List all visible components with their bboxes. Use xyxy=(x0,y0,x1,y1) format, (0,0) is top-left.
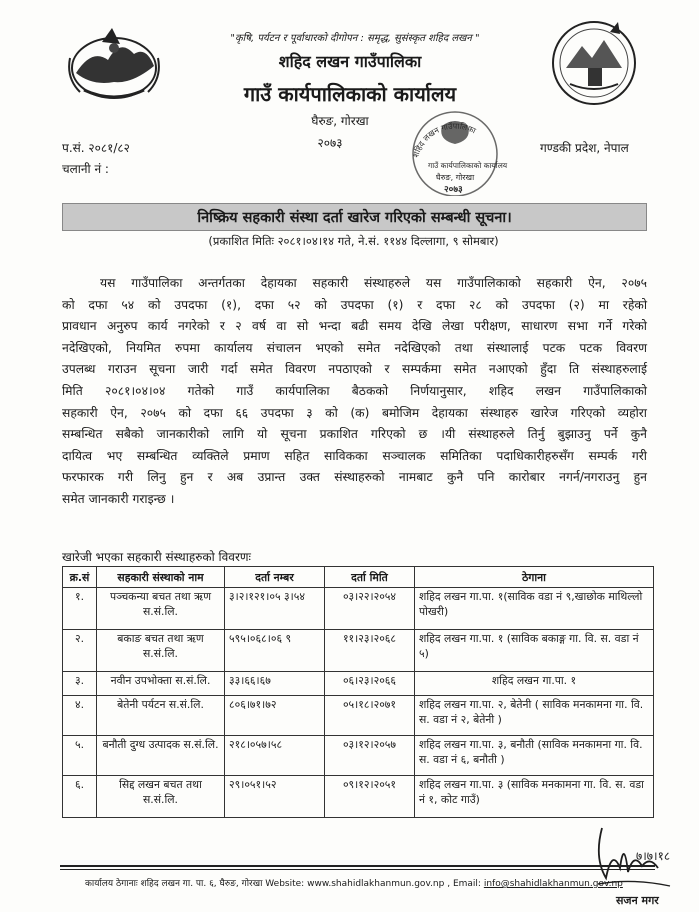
cell-reg-date: ०३।१२।२०५७ xyxy=(325,736,415,776)
published-date: (प्रकाशित मितिः २०८१।०४।१४ गते, ने.सं. ११४४ दिल्लागा, ९ सोमबार) xyxy=(208,234,499,248)
body-line: समेत जानकारी गराइन्छ । xyxy=(62,491,175,506)
table-row xyxy=(63,736,654,776)
column-header-name: सहकारी संस्थाको नाम xyxy=(97,567,225,588)
dispatch-number: चलानी नं : xyxy=(62,162,109,176)
body-line: यस गाउँपालिका अन्तर्गतका देहायका सहकारी संस्थाहरुले यस गाउँपालिकाको सहकारी ऐन, २०७५ xyxy=(100,276,647,290)
notice-title-text: निष्क्रिय सहकारी संस्था दर्ता खारेज गरिएको सम्बन्धी सूचना। xyxy=(197,210,512,226)
establishment-year: २०७३ xyxy=(317,136,343,150)
column-header-sn: क्र.सं xyxy=(63,567,97,588)
cell-sn: २. xyxy=(63,630,97,672)
table-header-row xyxy=(63,567,654,588)
cell-reg-no: ३३।६६।६७ xyxy=(225,672,325,696)
municipality-logo-icon xyxy=(548,18,640,108)
notice-title xyxy=(62,203,647,231)
body-line: नदेखिएको, नियमित रुपमा कार्यालय संचालन भएको समेत नदेखिएको तथा संस्थालाई पटक पटक विवरण xyxy=(62,340,647,355)
table-row xyxy=(63,776,654,818)
office-stamp xyxy=(400,96,510,196)
stamp-office-text: गाउँ कार्यपालिकाको कार्यालय xyxy=(428,161,508,170)
footer-website-link[interactable]: www.shahidlakhanmun.gov.np xyxy=(307,879,445,889)
cell-reg-no: २१८।०५७।५८ xyxy=(225,736,325,776)
cell-name: पञ्चकन्या बचत तथा ऋण स.सं.लि. xyxy=(97,588,225,630)
body-line: सहकारी ऐन, २०७५ को दफा ६६ उपदफा ३ को (क) बमोजिम देहायका संस्थाहरु खारेज गरिएको व्यहोरा xyxy=(62,405,647,420)
cell-address: शहिद लखन गा.पा. २, बेतेनी ( साविक मनकामना गा. वि. स. वडा नं २, बेतेनी ) xyxy=(415,696,654,736)
stamp-arc-text: शहिद लखन गाउँपालिका xyxy=(411,121,478,159)
cell-reg-no: ३।२।१२१।०५ ३।५४ xyxy=(225,588,325,630)
table-row xyxy=(63,696,654,736)
body-line: उपलब्ध गराउन सूचना जारी गर्दा समेत विवरण नपठाएको र सम्पर्कमा समेत नआएको हुँदा ति संस्थाहरुलाई xyxy=(62,362,647,377)
signatory-name: सजन मगर xyxy=(616,894,659,907)
column-header-reg-no: दर्ता नम्बर xyxy=(225,567,325,588)
cell-address: शहिद लखन गा.पा. १ xyxy=(415,672,654,696)
signature-date: ७।७।१८ xyxy=(636,849,671,863)
signature xyxy=(572,808,687,908)
cell-sn: १. xyxy=(63,588,97,630)
column-header-reg-date: दर्ता मिति xyxy=(325,567,415,588)
province-label: गण्डकी प्रदेश, नेपाल xyxy=(540,141,629,155)
column-header-address: ठेगाना xyxy=(415,567,654,588)
footer-website-label: Website: xyxy=(265,879,305,889)
dissolved-cooperatives-table xyxy=(62,566,654,818)
body-line: प्रावधान अनुरुप कार्य नगरेको र २ वर्ष वा सो भन्दा बढी समय देखि लेखा परीक्षण, साधारण सभा गर्ने गरेको xyxy=(62,319,647,334)
motto: "कृषि, पर्यटन र पूर्वाधारको दीगोपन : समृद्ध, सुसंस्कृत शहिद लखन " xyxy=(230,33,480,44)
footer xyxy=(85,876,623,889)
body-line: फरफारक गरी लिनु हुन र अब उप्रान्त उक्त संस्थाहरुको नामबाट कुनै पनि कारोबार नगर्न/नगराउनु हुन xyxy=(62,470,647,485)
cell-name: बकाङ बचत तथा ऋण स.सं.लि. xyxy=(97,630,225,672)
footer-email-link[interactable]: info@shahidlakhanmun.gov.np xyxy=(483,879,623,889)
cell-name: बनौती दुग्ध उत्पादक स.सं.लि. xyxy=(97,736,225,776)
table-row xyxy=(63,588,654,630)
table-caption: खारेजी भएका सहकारी संस्थाहरुको विवरणः xyxy=(62,550,251,564)
cell-address: शहिद लखन गा.पा. ३ (साविक मनकामना गा. वि. स. वडा नं १, कोट गाउँ) xyxy=(415,776,654,818)
office-name: गाउँ कार्यपालिकाको कार्यालय xyxy=(243,82,457,106)
stamp-place-text: घैरुङ, गोरखा xyxy=(436,173,475,182)
cell-reg-date: ०५।१८।२०७१ xyxy=(325,696,415,736)
table-row xyxy=(63,630,654,672)
cell-reg-no: २९।०५१।५२ xyxy=(225,776,325,818)
cell-sn: ६. xyxy=(63,776,97,818)
cell-reg-date: ०६।२३।२०६६ xyxy=(325,672,415,696)
body-line: को दफा ५४ को उपदफा (१), दफा ५२ को उपदफा (१) र दफा २८ को उपदफा (२) मा रहेको xyxy=(62,297,647,312)
cell-reg-no: ८०६।७१।७२ xyxy=(225,696,325,736)
cell-reg-date: ०३।२२।२०५४ xyxy=(325,588,415,630)
office-location: घैरुङ, गोरखा xyxy=(311,114,369,128)
body-line: सम्बन्धित सबैको जानकारीको लागि यो सूचना प्रकाशित गरिएको छ ।यी संस्थाहरुले तिर्नु बुझाउनु पर्ने कुनै xyxy=(62,427,647,442)
cell-address: शहिद लखन गा.पा. १(साविक वडा नं ९,खाछोक माथिल्लो पोखरी) xyxy=(415,588,654,630)
notice-body xyxy=(62,273,647,511)
cell-reg-date: ११।२३।२०६८ xyxy=(325,630,415,672)
footer-address: कार्यालय ठेगानाः शहिद लखन गा. पा. ६, घैरुङ, गोरखा xyxy=(85,879,263,889)
stamp-year-text: २०७३ xyxy=(444,185,463,195)
municipality-name: शहिद लखन गाउँपालिका xyxy=(278,52,422,71)
reference-number: प.सं. २०८१/८२ xyxy=(62,141,130,155)
cell-sn: ३. xyxy=(63,672,97,696)
cell-reg-date: ०९।१२।२०५१ xyxy=(325,776,415,818)
cell-name: नवीन उपभोक्ता स.सं.लि. xyxy=(97,672,225,696)
nepal-emblem-icon xyxy=(62,18,167,106)
cell-sn: ५. xyxy=(63,736,97,776)
cell-reg-no: ५९५।०६८।०६ ९ xyxy=(225,630,325,672)
table-row xyxy=(63,672,654,696)
footer-divider xyxy=(60,869,655,870)
body-line: मिति २०८१।०४।०४ गतेको गाउँ कार्यपालिका बैठकको निर्णयानुसार, शहिद लखन गाउँपालिकाको xyxy=(62,383,647,398)
cell-address: शहिद लखन गा.पा. ३, बनौती (साविक मनकामना गा. वि. स. वडा नं ६, बनौती ) xyxy=(415,736,654,776)
cell-address: शहिद लखन गा.पा. १ (साविक बकाङ्ग गा. वि. स. वडा नं ५) xyxy=(415,630,654,672)
cell-name: बेतेनी पर्यटन स.सं.लि. xyxy=(97,696,225,736)
footer-email-label: , Email: xyxy=(447,879,481,889)
cell-sn: ४. xyxy=(63,696,97,736)
footer-divider xyxy=(60,865,655,867)
cell-name: सिद्द लखन बचत तथा स.सं.लि. xyxy=(97,776,225,818)
body-line: दायित्व भए सम्बन्धित व्यक्तिले प्रमाण सहित साविकका सञ्चालक समितिका पदाधिकारीहरुसँग सम्पर्क गरी xyxy=(62,448,647,463)
